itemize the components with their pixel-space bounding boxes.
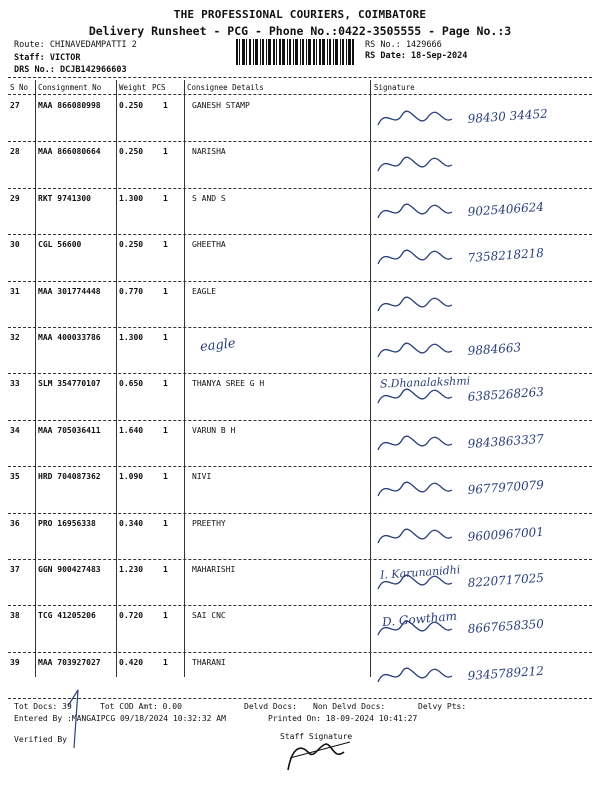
row-consignee: MAHARISHI: [192, 565, 236, 574]
row-weight: 1.300: [119, 193, 144, 203]
row-consignment-no: MAA 301774448: [38, 286, 101, 296]
staff-signature-label: Staff Signature: [280, 732, 353, 741]
row-consignment-no: MAA 866080664: [38, 147, 101, 157]
handwritten-signature: [372, 424, 588, 466]
row-consignment-no: MAA 703927027: [38, 657, 101, 667]
signature-cell: [372, 331, 588, 373]
signature-cell: [372, 656, 588, 698]
handwritten-phone: 9843863337: [467, 431, 545, 451]
row-sno: 34: [10, 425, 20, 435]
row-pcs: 1: [163, 147, 168, 157]
cod-amount: Tot COD Amt: 0.00: [100, 702, 182, 711]
signature-stroke: [378, 436, 452, 450]
row-divider: [8, 466, 592, 467]
row-sno: 39: [10, 657, 20, 667]
signature-cell: [372, 517, 588, 559]
row-consignee: NIVI: [192, 472, 212, 482]
row-consignee: GANESH STAMP: [192, 101, 250, 110]
row-divider: [8, 420, 592, 421]
handwritten-signature: [372, 192, 588, 234]
handwritten-phone: 6385268263: [467, 385, 545, 405]
handwritten-note: S.Dhanalakshmi: [379, 374, 471, 391]
row-sno: 28: [10, 147, 20, 157]
row-divider: [8, 234, 592, 235]
row-weight: 0.250: [119, 147, 144, 157]
signature-cell: [372, 424, 588, 466]
row-sno: 35: [10, 472, 20, 482]
signature-stroke: [378, 482, 452, 496]
signature-stroke: [378, 204, 452, 218]
staff-label: Staff: VICTOR: [14, 53, 81, 63]
page-title: THE PROFESSIONAL COURIERS, COIMBATORE: [173, 8, 427, 21]
col-header-signature: Signature: [374, 83, 415, 92]
handwritten-phone: 8667658350: [467, 617, 545, 637]
row-divider: [8, 559, 592, 560]
row-sno: 37: [10, 565, 20, 574]
row-divider: [8, 141, 592, 142]
row-sno: 30: [10, 240, 20, 250]
row-pcs: 1: [163, 240, 168, 250]
signature-stroke: [378, 390, 452, 404]
printed-on: Printed On: 18-09-2024 10:41:27: [268, 714, 418, 723]
drs-label: DRS No.: DCJB142966603: [14, 65, 127, 75]
divider: [8, 77, 592, 78]
staff-signature-stroke: [290, 742, 350, 758]
barcode-image: [236, 39, 354, 65]
rs-date: RS Date: 18-Sep-2024: [365, 51, 468, 61]
row-weight: 0.340: [119, 518, 144, 528]
row-weight: 1.230: [119, 565, 144, 574]
row-divider: [8, 605, 592, 606]
row-consignee: PREETHY: [192, 518, 226, 528]
row-weight: 1.300: [119, 333, 144, 342]
row-consignment-no: MAA 705036411: [38, 425, 101, 435]
row-weight: 0.770: [119, 286, 144, 296]
handwritten-signature: [372, 238, 588, 280]
row-consignment-no: CGL 56600: [38, 240, 82, 250]
handwritten-phone: 9025406624: [467, 199, 545, 219]
signature-cell: [372, 99, 588, 141]
row-consignee: EAGLE: [192, 286, 217, 296]
row-weight: 0.420: [119, 657, 144, 667]
row-consignee: SAI CNC: [192, 611, 226, 621]
delivery-points: Delvy Pts:: [418, 702, 467, 711]
row-pcs: 1: [163, 425, 168, 435]
row-consignee: THARANI: [192, 657, 226, 667]
non-delivered-docs: Non Delvd Docs:: [313, 702, 386, 711]
handwritten-signature: [372, 517, 588, 559]
row-consignment-no: MAA 866080998: [38, 101, 101, 110]
handwritten-signature: [372, 285, 588, 327]
column-rule: [116, 80, 117, 677]
signature-stroke: [378, 250, 452, 264]
row-pcs: 1: [163, 518, 168, 528]
handwritten-phone: 9345789212: [467, 663, 545, 683]
col-header-pcs: PCS: [152, 83, 166, 92]
row-weight: 0.650: [119, 379, 144, 389]
row-sno: 36: [10, 518, 20, 528]
row-pcs: 1: [163, 565, 168, 574]
signature-stroke: [378, 158, 452, 172]
handwritten-signature: [372, 99, 588, 141]
handwritten-signature: [372, 470, 588, 512]
row-consignment-no: MAA 400033786: [38, 333, 101, 342]
handwritten-phone: 8220717025: [467, 570, 545, 590]
signature-cell: [372, 238, 588, 280]
row-divider: [8, 652, 592, 653]
row-weight: 0.720: [119, 611, 144, 621]
row-consignment-no: TCG 41205206: [38, 611, 96, 621]
row-pcs: 1: [163, 379, 168, 389]
signature-stroke: [378, 668, 452, 682]
row-pcs: 1: [163, 611, 168, 621]
signature-stroke: [378, 297, 452, 311]
runsheet-subtitle: Delivery Runsheet - PCG - Phone No.:0422-3505555 - Page No.:3: [88, 24, 512, 38]
row-pcs: 1: [163, 286, 168, 296]
handwritten-phone: 9884663: [467, 340, 522, 358]
signature-stroke: [378, 343, 452, 357]
row-consignee: NARISHA: [192, 147, 226, 157]
signature-cell: [372, 470, 588, 512]
row-consignment-no: PRO 16956338: [38, 518, 96, 528]
row-divider: [8, 513, 592, 514]
row-divider: [8, 188, 592, 189]
signature-stroke: [378, 529, 452, 543]
total-docs: Tot Docs: 39: [14, 702, 72, 711]
row-sno: 29: [10, 193, 20, 203]
row-consignee: S AND S: [192, 193, 226, 203]
entered-by: Entered By :MANGAIPCG 09/18/2024 10:32:32 AM: [14, 714, 226, 723]
handwritten-note: D. Gowtham: [381, 608, 458, 630]
col-header-sno: S No: [10, 83, 29, 92]
row-divider: [8, 698, 592, 699]
column-rule: [35, 80, 36, 677]
signature-cell: [372, 285, 588, 327]
column-rule: [370, 80, 371, 677]
row-weight: 0.250: [119, 101, 144, 110]
rs-number: RS No.: 1429666: [365, 40, 442, 50]
row-weight: 1.090: [119, 472, 144, 482]
staff-signature-scribble: [288, 744, 344, 770]
row-consignment-no: GGN 900427483: [38, 565, 101, 574]
row-sno: 31: [10, 286, 20, 296]
row-consignee: GHEETHA: [192, 240, 226, 250]
row-weight: 1.640: [119, 425, 144, 435]
handwritten-signature: [372, 145, 588, 187]
row-sno: 32: [10, 333, 20, 342]
col-header-consignee: Consignee Details: [187, 83, 264, 92]
row-pcs: 1: [163, 101, 168, 110]
signature-stroke: [378, 111, 452, 125]
divider: [8, 94, 592, 95]
handwritten-signature: [372, 656, 588, 698]
row-consignment-no: RKT 9741300: [38, 193, 91, 203]
signature-cell: [372, 192, 588, 234]
row-consignee: VARUN B H: [192, 425, 236, 435]
delivered-docs: Delvd Docs:: [244, 702, 297, 711]
route-label: Route: CHINAVEDAMPATTI 2: [14, 40, 137, 50]
handwritten-note: eagle: [199, 336, 237, 355]
col-header-weight: Weight: [119, 83, 147, 92]
row-weight: 0.250: [119, 240, 144, 250]
handwritten-signature: [372, 331, 588, 373]
row-pcs: 1: [163, 657, 168, 667]
row-pcs: 1: [163, 333, 168, 342]
verified-by-label: Verified By: [14, 735, 67, 744]
col-header-consignment: Consignment No: [38, 83, 102, 92]
row-pcs: 1: [163, 472, 168, 482]
row-divider: [8, 373, 592, 374]
signature-cell: [372, 145, 588, 187]
handwritten-phone: 98430 34452: [467, 106, 549, 126]
handwritten-note: I. Karunanidhi: [379, 563, 461, 582]
row-sno: 38: [10, 611, 20, 621]
row-consignment-no: HRD 704087362: [38, 472, 101, 482]
handwritten-phone: 9600967001: [467, 524, 545, 544]
row-sno: 27: [10, 101, 20, 110]
row-pcs: 1: [163, 193, 168, 203]
row-consignee: THANYA SREE G H: [192, 379, 265, 389]
handwritten-phone: 9677970079: [467, 477, 545, 498]
row-divider: [8, 327, 592, 328]
row-consignment-no: SLM 354770107: [38, 379, 101, 389]
handwritten-phone: 7358218218: [467, 245, 545, 266]
row-sno: 33: [10, 379, 20, 389]
row-divider: [8, 281, 592, 282]
column-rule: [184, 80, 185, 677]
